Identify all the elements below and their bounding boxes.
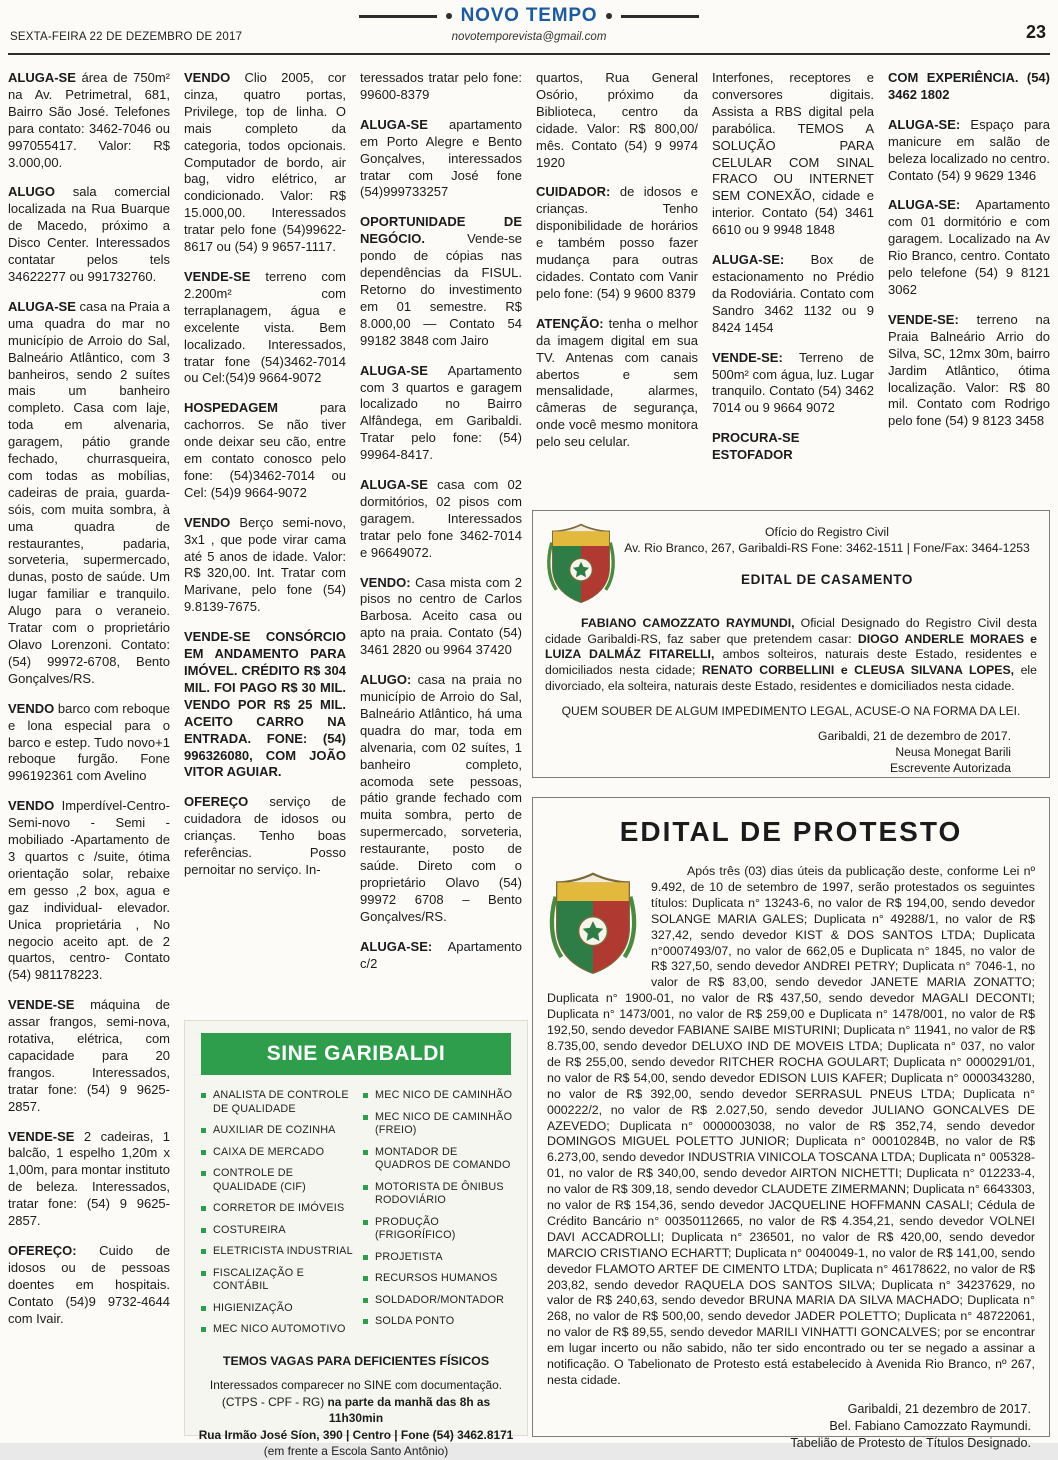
job-item: CAIXA DE MERCADO (201, 1146, 353, 1160)
sine-address: Rua Irmão José Síon, 390 | Centro | Fone (54) 3462.8171 (198, 1427, 514, 1442)
ad-text: casa com 02 dormitórios, 02 pisos com garagem. Interessados tratar pelo fone 3462-7014 e 96649072. (360, 477, 522, 560)
ad-lead: ALUGA-SE: (888, 116, 961, 132)
registro-civil-header (545, 520, 1037, 608)
classified-ad (360, 477, 522, 562)
sine-jobs-left (201, 1089, 353, 1345)
classifieds-column-1 (8, 70, 170, 1341)
classified-ad (360, 575, 522, 660)
sine-title: SINE GARIBALDI (201, 1033, 511, 1075)
classifieds-column-6 (888, 70, 1050, 443)
job-item: MONTADOR DE QUADROS DE COMANDO (363, 1146, 515, 1173)
masthead-dot-left (446, 13, 452, 19)
official-name: FABIANO CAMOZZATO RAYMUNDI, (581, 616, 795, 630)
ad-lead: VENDO (8, 700, 55, 716)
job-item: SOLDA PONTO (363, 1315, 515, 1329)
classified-ad (184, 515, 346, 616)
ad-text: Box de estacionamento no Prédio da Rodoviária. Contato com Sandro 3462 1132 ou 9 8424 1454 (712, 252, 874, 335)
ad-text: tenha o melhor da imagem digital em sua TV. Antenas com canais abertos e sem mensalidade, alarmes, câmeras de segurança, onde você mesmo monitora pelo seu celular. (536, 315, 698, 450)
classified-ad (184, 794, 346, 879)
ad-lead: CUIDADOR: (536, 184, 611, 200)
classified-ad (712, 430, 874, 464)
masthead (0, 5, 1058, 27)
couple-2-names: RENATO CORBELLINI e CLEUSA SILVANA LOPES, (701, 663, 1015, 678)
ad-text: Casa mista com 2 pisos no centro de Carlos Barbosa. Aceito casa ou apto na praia. Contato (54) 3461 2820 ou 9964 37420 (360, 574, 522, 658)
ad-text: para cachorros. Se não tiver onde deixar seu cão, entre em contato conosco pelo fone: (54)3462-7014 ou Cel: (54)9 9664-9072 (184, 400, 346, 500)
ad-text: teressados tratar pelo fone: 99600-8379 (360, 70, 522, 102)
edital-protesto-title: EDITAL DE PROTESTO (619, 816, 963, 847)
sine-info-1: Interessados comparecer no SINE com documentação. (209, 1378, 503, 1392)
protesto-signer-role: Tabelião de Protesto de Títulos Designado. (790, 1435, 1031, 1450)
job-item: PRODUÇÃO (FRIGORÍFICO) (363, 1216, 515, 1243)
ad-text: de idosos e crianças. Tenho disponibilidade de horários e também posso fazer mudança para outras cidades. Contato com Vanir pelo fone: (54) 9 9600 8379 (536, 184, 698, 301)
edital-protesto-box (532, 797, 1050, 1450)
ad-lead: ALUGA-SE (360, 116, 428, 132)
ad-text: quartos, Rua General Osório, próximo da Biblioteca, centro da cidade. Valor: R$ 800,00/ mês. Contato (54) 9 9974 1920 (536, 70, 698, 170)
ad-text: Imperdível-Centro- Semi-novo - Semi -mobiliado -Apartamento de 3 quartos c /suite, ótima orientação solar, rebaixe em gesso ,2 box, agua e gaz individual- elevador. Unica proprietária , No negocio aceito apt. de 2 quartos, centro- Contato (54) 981178223. (8, 798, 170, 983)
classified-ad (536, 184, 698, 302)
classified-ad (8, 701, 170, 786)
ad-lead: ALUGA-SE (8, 298, 76, 314)
ad-lead: OFEREÇO: (8, 1243, 77, 1258)
classified-ad (360, 117, 522, 202)
classified-ad (712, 252, 874, 337)
ad-text: Terreno de 500m² com água, luz. Lugar tranquilo. Contato (54) 3462 7014 ou 9 9664 9072 (712, 349, 874, 416)
job-item: RECURSOS HUMANOS (363, 1272, 515, 1286)
classifieds-column-5 (712, 70, 874, 477)
ad-lead: ALUGA-SE: (712, 252, 785, 268)
classified-ad (536, 70, 698, 171)
classified-ad (8, 70, 170, 171)
job-item: ELETRICISTA INDUSTRIAL (201, 1245, 353, 1259)
classified-ad (888, 117, 1050, 185)
ad-lead: HOSPEDAGEM (184, 400, 278, 416)
classified-ad (8, 798, 170, 984)
job-item: CORRETOR DE IMÓVEIS (201, 1202, 353, 1216)
classified-ad (8, 1243, 170, 1328)
job-item: HIGIENIZAÇÃO (201, 1302, 353, 1316)
newspaper-title: NOVO TEMPO (460, 5, 598, 26)
classified-ad (536, 316, 698, 451)
sine-garibaldi-box (184, 1020, 528, 1458)
masthead-dot-right (606, 13, 612, 19)
ad-lead: VENDE-SE (8, 997, 75, 1013)
classified-ad (184, 70, 346, 256)
ad-text: sala comercial localizada na Rua Buarque de Macedo, próximo a Disco Center. Interessados contatar pelos tels 34622277 ou 991732760. (8, 184, 170, 284)
job-item: PROJETISTA (363, 1251, 515, 1265)
office-name: Ofício do Registro Civil (765, 525, 889, 539)
ad-lead: VENDE-SE: (712, 349, 783, 365)
edital-protesto-body: Após três (03) dias úteis da publicação deste, conforme Lei nº 9.492, de 10 de setembro de 1997, serão protestados os seguintes títulos: Duplicata n° 13243-6, no valor de R$ 194,00, sendo devedor SOLANGE MARIA GALES; Duplicata n° 49288/1, no valor de R$ 327,42, sendo devedor KIST & DOS SANTOS LTDA; Duplicata n°0007493/07, no valor de 662,05 e Duplicata n° 1845, no valor de R$ 327,50, sendo devedor ANDREI PETRY; Duplicata n° 7046-1, no valor de R$ 83,00, sendo devedor JANETE MARIA ZONATTO; Duplicata n° 1900-01, no valor de R$ 437,50, sendo devedor MAGALI DECONTI; Duplicata n° 1473/001, no valor de R$ 259,00 e Duplicata n° 1478/001, no valor de R$ 192,50, sendo devedor FABIANE SAIBE MISTURINI; Duplicata n° 11941, no valor de R$ 8.735,00, sendo devedor DELUXO IND DE MOVEIS LTDA; Duplicata n° 037, no valor de R$ 255,00, sendo devedor RITCHER ROCHA GOULART; Duplicata n° 0000291/01, no valor de R$ 54,00, sendo devedor EDISON LUIS KAFER; Duplicata n° 0000343280, no valor de R$ 392,00, sendo devedor SERRASUL PNEUS LTDA; Duplicata n° 000222/2, no valor de R$ 2.027,50, sendo devedor JULIANO GONCALVES DE AZEVEDO; Duplicata n° 0000003038, no valor de R$ 352,74, sendo devedor DOMINGOS MIGUEL POLETTO JUNIOR; Duplicata n° 00010284B, no valor de R$ 6.273,00, sendo devedor INDUSTRIA VINICOLA TOSCANA LTDA; Duplicata n° 005328-01, no valor de R$ 340,00, sendo devedor AIRTON NICHETTI; Duplicata n° 012233-4, no valor de R$ 309,18, sendo devedor CLAUDETE ZIMERMANN; Duplicata n° 6643303, no valor de R$ 154,36, sendo devedor JACQUELINE HOFFMANN CASALI; Cédula de Crédito Bancário n° 00350112665, no valor de R$ 4.354,21, sendo devedor VOLNEI DAVI ACCADROLLI; Duplicata n° 236501, no valor de R$ 420,00, sendo devedor MARCIO CRISTIANO ECHARTT; Duplicata n° 0040049-1, no valor de R$ 141,00, sendo devedor FLAMOTO ARTEF DE CIMENTO LTDA; Duplicata n° 46178622, no valor de R$ 203,82, sendo devedor RAQUELA DOS SANTOS SILVA; Duplicata n° 34237629, no valor de R$ 240,63, sendo devedor BRUNA MARIA DA SILVA MACHADO; Duplicata n° 268, no valor de R$ 500,00, sendo devedor JADER POLETTO; Duplicata n° 48722061, no valor de R$ 89,55, sendo devedor MARILI VINHATTI GONCALVES; por se encontrar em lugar incerto ou não sabido, não ter sido encontrado ou ter se negado a assinar a notificação. O Tabelionato de Protesto está estabelecido à Avenida Rio Branco, nº 267, nesta cidade. (547, 864, 1035, 1387)
office-address: Av. Rio Branco, 267, Garibaldi-RS Fone: 3462-1511 | Fone/Fax: 3464-1253 (624, 541, 1030, 555)
edital-casamento-title: EDITAL DE CASAMENTO (741, 572, 913, 587)
ad-lead: ALUGO (8, 184, 55, 200)
classified-ad (712, 70, 874, 239)
ad-text: barco com reboque e lona especial para o barco e estep. Tudo novo+1 reboque furgão. Fone 996192361 com Avelino (8, 700, 170, 784)
ad-text: Apartamento com 01 dormitório e com garagem. Localizado na Av Rio Branco, centro. Contato pelo telefone (54) 9 8121 3062 (888, 197, 1050, 297)
casamento-signature (545, 728, 1037, 776)
ad-lead: OFEREÇO (184, 794, 249, 810)
job-item: MEC NICO DE CAMINHÃO (363, 1089, 515, 1103)
ad-text: Espaço para manicure em salão de beleza localizado no centro. Contato (54) 9 9629 1346 (888, 116, 1050, 183)
classified-ad (888, 70, 1050, 104)
classified-ad (184, 400, 346, 501)
edition-date: SEXTA-FEIRA 22 DE DEZEMBRO DE 2017 (10, 31, 243, 43)
ad-lead: VENDE-SE (8, 1128, 75, 1144)
edital-casamento-body: FABIANO CAMOZZATO RAYMUNDI, Oficial Designado do Registro Civil desta cidade Garibaldi-RS, faz saber que pretendem casar: DIOGO ANDERLE MORAES e LUIZA DALMÁZ FITARELLI, ambos solteiros, naturais deste Estado, residentes e domiciliados nesta cidade; RENATO CORBELLINI e CLEUSA SILVANA LOPES, ele divorciado, ela solteira, naturais deste Estado, residentes e domiciliados nesta cidade. (545, 616, 1037, 693)
ad-lead: VENDE-SE (184, 268, 251, 284)
classified-ad (888, 312, 1050, 430)
job-item: SOLDADOR/MONTADOR (363, 1294, 515, 1308)
ad-lead: ALUGA-SE (360, 362, 428, 378)
classified-ad (8, 184, 170, 285)
sine-footer (185, 1353, 527, 1460)
ad-lead: PROCURA-SE ESTOFADOR (712, 430, 800, 463)
ad-text: Cuido de idosos ou de pessoas doentes em hospitais. Contato (54)9 9732-4644 com Ivair. (8, 1243, 170, 1326)
classified-ad (8, 997, 170, 1115)
casamento-date: Garibaldi, 21 de dezembro de 2017. (818, 728, 1011, 743)
legal-warning: QUEM SOUBER DE ALGUM IMPEDIMENTO LEGAL, ACUSE-O NA FORMA DA LEI. (561, 703, 1021, 718)
sine-job-lists (185, 1085, 527, 1345)
masthead-rule-right (621, 15, 699, 18)
classified-ad (888, 197, 1050, 298)
classifieds-column-3 (360, 70, 522, 986)
couple-1-names: DIOGO ANDERLE MORAES e LUIZA DALMÁZ FITARELLI, (545, 631, 1037, 662)
classifieds-column-2 (184, 70, 346, 892)
casamento-signer-role: Escrevente Autorizada (889, 760, 1011, 775)
ad-lead: OPORTUNIDADE DE NEGÓCIO. (360, 214, 522, 247)
ad-text: 2 cadeiras, 1 balcão, 1 espelho 1,20m x 1,00m, para montar instituto de beleza. Interessados, tratar fone: (54) 9 9625-2857. (8, 1128, 170, 1229)
job-item: CONTROLE DE QUALIDADE (CIF) (201, 1167, 353, 1194)
ad-text: Berço semi-novo, 3x1 , que pode virar cama até 5 anos de idade. Valor: R$ 320,00. Int. Tratar com Marivane, pelo fone (54) 9.8139-7675. (184, 514, 346, 615)
ad-lead: VENDE-SE: (888, 311, 959, 327)
header-divider (8, 53, 1050, 55)
protesto-signer: Bel. Fabiano Camozzato Raymundi. (829, 1418, 1031, 1433)
page-number: 23 (1025, 22, 1046, 42)
ad-lead: VENDO (8, 798, 55, 814)
classifieds-area (8, 70, 1050, 1458)
ad-text: máquina de assar frangos, semi-nova, rotativa, elétrica, com capacidade para 20 frangos. Interessados, tratar fone: (54) 9 9625-2857. (8, 997, 170, 1114)
ad-text: área de 750m² na Av. Petrimetral, 681, Bairro São José. Telefones para contato: 3462-7046 ou 997055417. Valor: R$ 3.000,00. (8, 70, 170, 170)
job-item: ANALISTA DE CONTROLE DE QUALIDADE (201, 1089, 353, 1116)
ad-lead: COM EXPERIÊNCIA. (54) 3462 1802 (888, 70, 1050, 102)
ad-text: casa na praia no município de Arroio do Sal, Balneário Atlântico, há uma quadra do mar, toda em alvenaria, com 02 suítes, 1 banheiro completo, acomoda sete pessoas, pátio grande fechado com muita sombra, perto de supermercado, sorveteria, restaurante, posto de saúde. Direto com o proprietário Olavo (54) 99972 6708 – Bento Gonçalves/RS. (360, 672, 522, 924)
ad-lead: VENDE-SE CONSÓRCIO EM ANDAMENTO PARA IMÓVEL. CRÉDITO R$ 304 MIL. FOI PAGO R$ 30 MIL. VENDO POR R$ 25 MIL. ACEITO CARRO NA ENTRADA. FONE: (54) 996326080, COM JOÃO VITOR AGUIAR. (184, 629, 346, 780)
ad-text: apartamento em Porto Alegre e Bento Gonçalves, interessados tratar com José fone (54)999733257 (360, 116, 522, 200)
masthead-rule-left (359, 15, 437, 18)
classified-ad (8, 1129, 170, 1230)
ad-text: serviço de cuidadora de idosos ou crianças. Tenho boas referências. Posso pernoitar no serviço. In- (184, 794, 346, 877)
ad-lead: ALUGA-SE: (888, 197, 961, 213)
ad-lead: ALUGO: (360, 672, 412, 688)
classified-ad (360, 672, 522, 926)
classified-ad (360, 214, 522, 349)
ad-text: casa na Praia a uma quadra do mar no município de Arroio do Sal, Balneário Atlântico, com 3 banheiros, sendo 2 suítes mais um banheiro completo. Casa com laje, toda em alvenaria, garagem, pátio grande fechado, churrasqueira, com todas as mobílias, cadeiras de praia, guarda-sóis, com muita sombra, à uma quadra de restaurantes, padaria, sorveteria, supermercado, dunas, posto de saúde. Um lugar familiar e tranquilo. Alugo para o veraneio. Tratar com o proprietário Olavo Lorenzoni. Contato: (54) 99972-6708, Bento Gonçalves/RS. (8, 298, 170, 686)
sine-jobs-right (363, 1089, 515, 1345)
ad-text: terreno na Praia Balneário Arrio do Silva, SC, 12mx 30m, bairro Jardim Atlântico, ótima localização. Valor: R$ 80 mil. Contato com Rodrigo pelo fone (54) 9 8123 3458 (888, 311, 1050, 429)
job-item: FISCALIZAÇÃO E CONTÁBIL (201, 1267, 353, 1294)
municipal-crest-icon (547, 868, 639, 980)
ad-text: Clio 2005, cor cinza, quatro portas, Privilege, top de linha. O mais completo da categoria, todos opcionais. Computador de bordo, air bag, vidro elétrico, ar condicionado. Valor: R$ 15.000,00. Interessados tratar pelo fone (54)99622-8617 ou (54) 9 9657-1117. (184, 70, 346, 255)
ad-text: Vende-se pondo de cópias nas dependências da FISUL. Retorno do investimento em 01 semestre. R$ 8.000,00 — Contato 54 99182 3848 com Jairo (360, 231, 522, 348)
casamento-signer: Neusa Monegat Barili (895, 744, 1011, 759)
classifieds-column-4 (536, 70, 698, 464)
edital-casamento-box (532, 510, 1050, 778)
ad-lead: VENDO (184, 70, 231, 85)
job-item: MOTORISTA DE ÔNIBUS RODOVIÁRIO (363, 1181, 515, 1208)
ad-text: Interfones, receptores e conversores digitais. Assista a RBS digital pela parabólica. TEMOS A SOLUÇÃO PARA CELULAR COM SINAL FRACO OU INTERNET SEM CONEXÃO, cidade e interior. Contato (54) 3461 6610 ou 9 9948 1848 (712, 70, 874, 238)
ad-lead: ALUGA-SE (360, 477, 428, 493)
classified-ad (8, 299, 170, 688)
ad-text: Apartamento com 3 quartos e garagem localizado no Bairro Alfândega, em Garibaldi. Tratar pelo fone: (54) 99964-8417. (360, 362, 522, 463)
ad-lead: VENDO (184, 514, 231, 530)
ad-lead: VENDO: (360, 574, 411, 590)
municipal-crest-icon (545, 520, 617, 608)
job-item: AUXILIAR DE COZINHA (201, 1124, 353, 1138)
ad-text: Apartamento c/2 (360, 938, 522, 971)
classified-ad (360, 70, 522, 104)
protesto-date: Garibaldi, 21 dezembro de 2017. (847, 1401, 1031, 1416)
ad-lead: ALUGA-SE (8, 70, 76, 85)
ad-text: terreno com 2.200m² com terraplanagem, água e excelente vista. Bem localizado. Interessados, tratar fone (54)3462-7014 ou Cel:(54)9 9664-9072 (184, 268, 346, 386)
classified-ad (184, 629, 346, 781)
sine-info-2: (CTPS - CPF - RG) na parte da manhã das 8h as 11h30min (221, 1394, 491, 1425)
job-item: COSTUREIRA (201, 1224, 353, 1238)
ad-lead: ALUGA-SE: (360, 938, 433, 954)
ad-lead: ATENÇÃO: (536, 315, 604, 331)
job-item: MEC NICO AUTOMOTIVO (201, 1323, 353, 1337)
protesto-body-wrap (547, 864, 1035, 1389)
job-item: MEC NICO DE CAMINHÃO (FREIO) (363, 1111, 515, 1138)
protesto-signature (547, 1401, 1035, 1452)
classified-ad (184, 269, 346, 387)
sine-note: TEMOS VAGAS PARA DEFICIENTES FÍSICOS (222, 1353, 490, 1368)
sine-info-4: (em frente a Escola Santo Antônio) (263, 1444, 449, 1458)
classified-ad (360, 363, 522, 464)
contact-email: novotemporevista@gmail.com (451, 31, 607, 43)
classified-ad (712, 350, 874, 418)
classified-ad (360, 939, 522, 973)
